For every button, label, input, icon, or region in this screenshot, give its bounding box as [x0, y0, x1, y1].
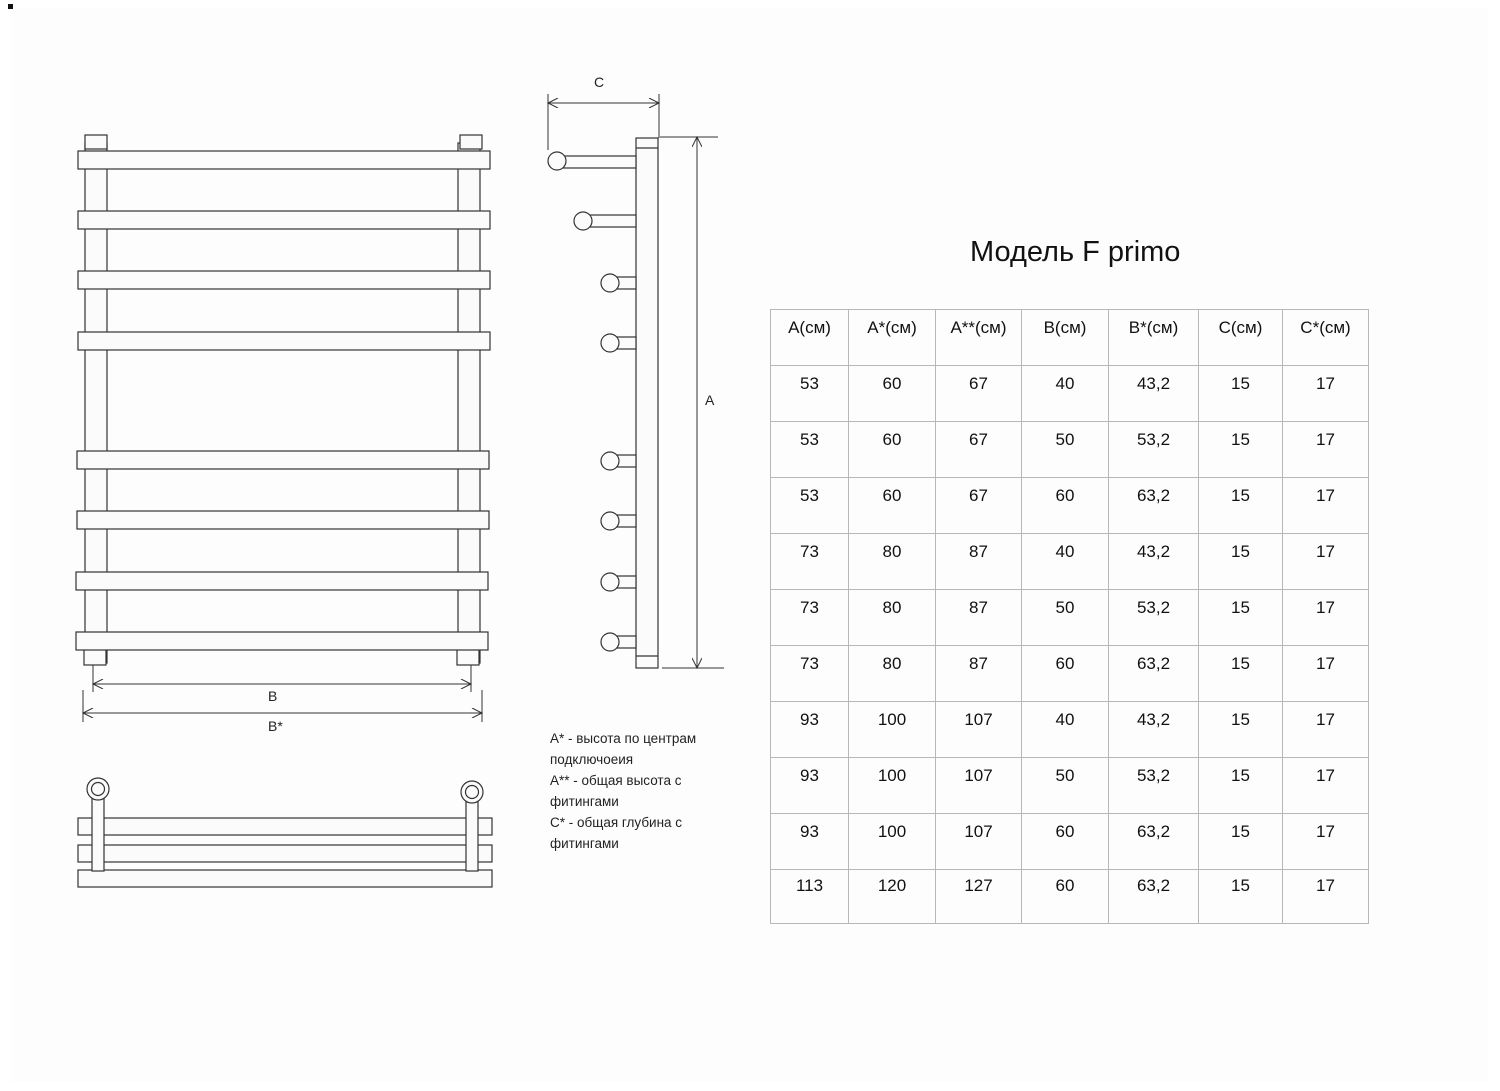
- table-cell: 53,2: [1109, 590, 1199, 646]
- front-left-cap-top: [85, 135, 107, 149]
- table-cell: 17: [1283, 702, 1369, 758]
- table-cell: 63,2: [1109, 814, 1199, 870]
- front-view: [76, 135, 490, 665]
- front-rung: [76, 572, 488, 590]
- table-row: [771, 702, 1369, 758]
- side-rung-end: [574, 212, 592, 230]
- table-cell: 60: [1022, 646, 1109, 702]
- front-rung: [78, 211, 490, 229]
- table-cell: 15: [1199, 534, 1283, 590]
- table-header-cell: B(см): [1022, 310, 1109, 366]
- table-cell: 17: [1283, 366, 1369, 422]
- label-b: B: [268, 688, 278, 704]
- table-row: [771, 478, 1369, 534]
- side-rung-end: [601, 633, 619, 651]
- table-cell: 17: [1283, 814, 1369, 870]
- table-cell: 15: [1199, 422, 1283, 478]
- table-cell: 40: [1022, 702, 1109, 758]
- table-header-cell: B*(см): [1109, 310, 1199, 366]
- table-row: [771, 814, 1369, 870]
- side-view: [548, 138, 658, 668]
- table-cell: 15: [1199, 366, 1283, 422]
- table-cell: 53,2: [1109, 422, 1199, 478]
- table-cell: 60: [849, 366, 936, 422]
- note-line: A** - общая высота с: [550, 773, 682, 788]
- table-header-cell: A**(см): [936, 310, 1022, 366]
- table-cell: 107: [936, 814, 1022, 870]
- table-cell: 17: [1283, 422, 1369, 478]
- table-cell: 80: [849, 590, 936, 646]
- table-cell: 120: [849, 870, 936, 924]
- front-right-cap-bottom: [457, 649, 479, 665]
- table-cell: 60: [1022, 870, 1109, 924]
- table-header-row: [771, 310, 1369, 366]
- table-cell: 87: [936, 534, 1022, 590]
- table-cell: 60: [1022, 814, 1109, 870]
- table-row: [771, 534, 1369, 590]
- table-cell: 17: [1283, 870, 1369, 924]
- table-cell: 53,2: [1109, 758, 1199, 814]
- note-line: C* - общая глубина с: [550, 815, 683, 830]
- notes: [550, 728, 740, 854]
- table-cell: 15: [1199, 814, 1283, 870]
- side-rung-end: [601, 334, 619, 352]
- side-rung-end: [601, 274, 619, 292]
- top-view-right-post: [466, 797, 478, 871]
- front-rung: [78, 151, 490, 169]
- table-cell: 80: [849, 646, 936, 702]
- table-header-cell: C*(см): [1283, 310, 1369, 366]
- table-cell: 43,2: [1109, 534, 1199, 590]
- label-b-star: B*: [268, 718, 283, 734]
- table-cell: 15: [1199, 702, 1283, 758]
- front-rung: [77, 451, 489, 469]
- table-cell: 53: [771, 366, 849, 422]
- top-view-left-post: [92, 797, 104, 871]
- table-cell: 73: [771, 590, 849, 646]
- model-title: Модель F primo: [970, 236, 1181, 268]
- table-cell: 63,2: [1109, 478, 1199, 534]
- front-rung: [77, 511, 489, 529]
- table-row: [771, 870, 1369, 924]
- table-cell: 80: [849, 534, 936, 590]
- top-view: [78, 778, 492, 887]
- table-cell: 63,2: [1109, 870, 1199, 924]
- front-left-cap-bottom: [84, 649, 106, 665]
- table-cell: 15: [1199, 646, 1283, 702]
- table-cell: 43,2: [1109, 702, 1199, 758]
- table-header-cell: A(см): [771, 310, 849, 366]
- table-cell: 93: [771, 814, 849, 870]
- table-cell: 50: [1022, 758, 1109, 814]
- top-view-rung: [78, 818, 492, 835]
- table-cell: 127: [936, 870, 1022, 924]
- table-cell: 113: [771, 870, 849, 924]
- table-header-cell: A*(см): [849, 310, 936, 366]
- table-cell: 93: [771, 702, 849, 758]
- table-cell: 60: [849, 478, 936, 534]
- label-a: A: [705, 392, 715, 408]
- table-row: [771, 590, 1369, 646]
- dimension-b: [93, 665, 471, 692]
- front-rung: [78, 332, 490, 350]
- note-line: подключоеия: [550, 752, 634, 767]
- side-view-post: [636, 138, 658, 668]
- table-row: [771, 422, 1369, 478]
- table-cell: 17: [1283, 478, 1369, 534]
- note-line: фитингами: [550, 794, 619, 809]
- table-cell: 17: [1283, 646, 1369, 702]
- table-cell: 53: [771, 422, 849, 478]
- side-rung-end: [601, 452, 619, 470]
- note-line: A* - высота по центрам: [550, 731, 697, 746]
- table-cell: 107: [936, 702, 1022, 758]
- table-cell: 40: [1022, 366, 1109, 422]
- label-c: C: [594, 74, 605, 90]
- table-cell: 43,2: [1109, 366, 1199, 422]
- table-row: [771, 758, 1369, 814]
- table-cell: 40: [1022, 534, 1109, 590]
- table-cell: 73: [771, 534, 849, 590]
- front-rung: [76, 632, 488, 650]
- table-header-cell: C(см): [1199, 310, 1283, 366]
- table-cell: 50: [1022, 590, 1109, 646]
- table-cell: 17: [1283, 534, 1369, 590]
- table-cell: 17: [1283, 590, 1369, 646]
- note-line: фитингами: [550, 836, 619, 851]
- table-cell: 53: [771, 478, 849, 534]
- side-rung-end: [548, 152, 566, 170]
- table-cell: 107: [936, 758, 1022, 814]
- table-cell: 67: [936, 478, 1022, 534]
- table-cell: 67: [936, 422, 1022, 478]
- top-view-rung: [78, 870, 492, 887]
- table-cell: 100: [849, 814, 936, 870]
- table-cell: 87: [936, 590, 1022, 646]
- table-cell: 17: [1283, 758, 1369, 814]
- table-cell: 73: [771, 646, 849, 702]
- table-cell: 93: [771, 758, 849, 814]
- table-cell: 100: [849, 702, 936, 758]
- side-rung-end: [601, 573, 619, 591]
- dimension-a: [660, 137, 724, 668]
- table-cell: 50: [1022, 422, 1109, 478]
- table-cell: 63,2: [1109, 646, 1199, 702]
- table-row: [771, 366, 1369, 422]
- side-rung-end: [601, 512, 619, 530]
- top-view-rung: [78, 845, 492, 862]
- table-cell: 60: [849, 422, 936, 478]
- table-row: [771, 646, 1369, 702]
- front-rung: [78, 271, 490, 289]
- front-right-cap-top: [460, 135, 482, 149]
- table-cell: 67: [936, 366, 1022, 422]
- table-cell: 60: [1022, 478, 1109, 534]
- table-cell: 100: [849, 758, 936, 814]
- table-cell: 15: [1199, 870, 1283, 924]
- table-cell: 15: [1199, 478, 1283, 534]
- table-cell: 15: [1199, 590, 1283, 646]
- table-cell: 87: [936, 646, 1022, 702]
- table-cell: 15: [1199, 758, 1283, 814]
- dimensions-table: [770, 309, 1369, 924]
